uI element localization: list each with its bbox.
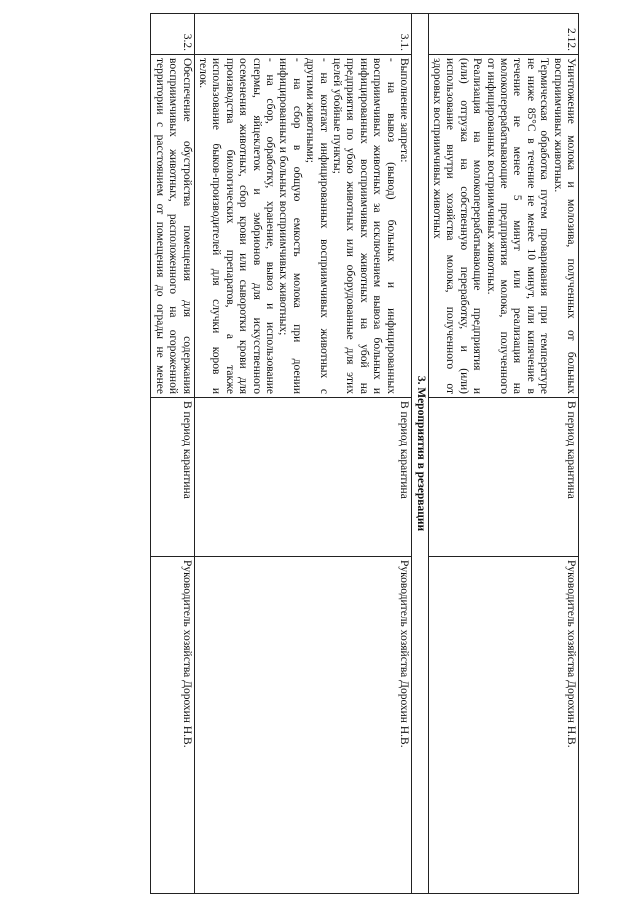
period-cell: В период карантина: [151, 398, 194, 557]
text-line: предприятия по убою животных или оборудованные для этих: [344, 58, 357, 394]
section-heading: 3. Мероприятия в резервации: [412, 14, 428, 894]
responsible-cell: Руководитель хозяйства Дорохин Н.В.: [151, 557, 194, 894]
text-line: течение не менее 5 минут или реализация на: [511, 58, 524, 394]
period-cell: В период карантина: [194, 398, 412, 557]
measure-cell: [428, 55, 578, 398]
section-heading-row: [412, 14, 428, 894]
measure-cell: [194, 55, 412, 398]
text-line: Термическая обработка путем проваривания при температуре: [538, 58, 551, 394]
text-line: спермы, яйцеклеток и эмбрионов для искусственного: [250, 58, 263, 394]
text-line: Выполнение запрета:: [398, 58, 411, 163]
measure-cell: [151, 55, 194, 398]
table-row: [194, 14, 412, 894]
text-line: Обеспечение обустройства помещения для содержания: [180, 58, 193, 394]
text-line: - на сбор в общую емкость молока при доении: [290, 58, 303, 394]
table-row: [428, 14, 578, 894]
text-line: Уничтожение молока и молозива, полученных от больных: [565, 58, 577, 394]
text-line: - на сбор, обработку, хранение, вывоз и использование: [264, 58, 277, 394]
text-line: восприимчивых животных за исключением вывоза больных и: [371, 58, 384, 394]
text-line: молокоперерабатывающие предприятия молока, полученного: [497, 58, 510, 394]
item-number: 2.12.: [428, 14, 578, 55]
text-line: от инфицированных восприимчивых животных.: [484, 58, 497, 295]
text-line: использование внутри хозяйства молока, полученного от: [444, 58, 457, 394]
text-line: инфицированных и больных восприимчивых животных;: [277, 58, 290, 336]
text-line: другими животными;: [304, 58, 317, 163]
text-line: - на вывоз (вывод) больных и инфицированных: [384, 58, 397, 394]
text-line: (или) отгрузка на собственную переработку, и (или): [457, 58, 470, 394]
text-line: использование быков-производителей для случки коров и: [210, 58, 223, 394]
period-cell: В период карантина: [428, 398, 578, 557]
table-row: [151, 14, 194, 894]
measures-table: [150, 13, 579, 894]
item-number: 3.2.: [151, 14, 194, 55]
text-line: - на контакт инфицированных восприимчивых животных с: [317, 58, 330, 394]
text-line: восприимчивых животных.: [551, 58, 564, 193]
text-line: восприимчивых животных, расположенного на огороженной: [167, 58, 180, 394]
text-line: телок.: [197, 58, 210, 89]
text-line: целей убойные пункты;: [331, 58, 344, 174]
text-line: здоровых восприимчивых животных: [430, 58, 443, 239]
text-line: территории с расстоянием от помещения до ограды не менее: [153, 58, 166, 394]
responsible-cell: Руководитель хозяйства Дорохин Н.В.: [194, 557, 412, 894]
responsible-cell: Руководитель хозяйства Дорохин Н.В.: [428, 557, 578, 894]
item-number: 3.1.: [194, 14, 412, 55]
text-line: производства биологических препаратов, а также: [223, 58, 236, 394]
text-line: инфицированных восприимчивых животных на убой на: [357, 58, 370, 394]
text-line: Реализация на молокоперерабатывающие предприятия и: [471, 58, 484, 394]
text-line: не ниже 85°С в течение не менее 10 минут, или кипячение в: [524, 58, 537, 394]
text-line: осеменения животных, сбор крови или сыворотки крови для: [237, 58, 250, 394]
